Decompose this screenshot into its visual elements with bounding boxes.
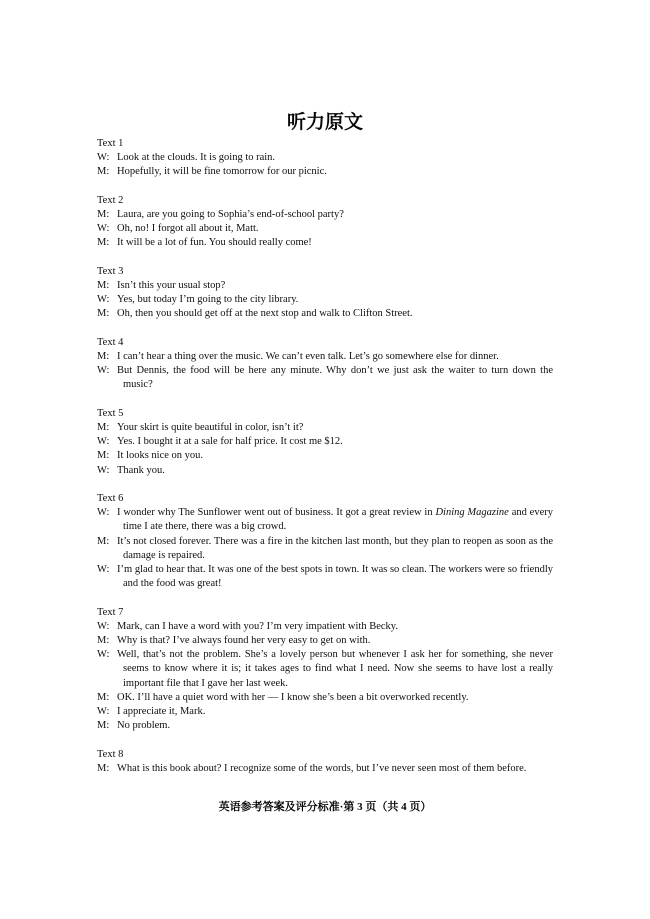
dialogue-line <box>97 421 553 435</box>
dialogue-line <box>97 705 553 719</box>
speaker-label: M: <box>97 351 110 362</box>
speaker-label: W: <box>97 564 110 576</box>
transcript-section <box>97 265 553 322</box>
speaker-label: W: <box>97 365 110 377</box>
dialogue-line <box>97 762 553 776</box>
dialogue-line <box>97 364 553 392</box>
transcript-section <box>97 606 553 734</box>
dialogue-text: Laura, are you going to Sophia’s end-of-school party? <box>117 209 344 220</box>
dialogue-line <box>97 464 553 478</box>
speaker-label: W: <box>97 223 110 235</box>
dialogue-text: Dining Magazine <box>435 507 509 519</box>
speaker-label: W: <box>97 464 110 476</box>
speaker-label: W: <box>97 620 110 632</box>
speaker-label: M: <box>97 308 110 320</box>
section-label: Text 7 <box>97 606 124 618</box>
speaker-label: M: <box>97 209 110 220</box>
dialogue-line <box>97 620 553 634</box>
dialogue-text: I’m glad to hear that. It was one of the best spots in town. It was so clean. The workers were so friendly and the food was great! <box>117 564 553 590</box>
dialogue-line <box>97 691 553 705</box>
transcript-section <box>97 492 553 591</box>
dialogue-line <box>97 719 553 733</box>
dialogue-line <box>97 648 553 691</box>
speaker-label: M: <box>97 237 110 249</box>
dialogue-text: Yes, but today I’m going to the city library. <box>117 294 299 306</box>
dialogue-text: But Dennis, the food will be here any minute. Why don’t we just ask the waiter to turn down the music? <box>117 365 553 391</box>
speaker-label: M: <box>97 280 110 291</box>
section-label: Text 1 <box>97 138 124 149</box>
speaker-label: M: <box>97 635 110 647</box>
dialogue-text: Oh, no! I forgot all about it, Matt. <box>117 223 259 235</box>
dialogue-text: OK. I’ll have a quiet word with her — I know she’s been a bit overworked recently. <box>117 691 469 703</box>
speaker-label: M: <box>97 450 110 462</box>
dialogue-line <box>97 222 553 236</box>
dialogue-line <box>97 279 553 293</box>
dialogue-line <box>97 236 553 250</box>
dialogue-text: Yes. I bought it at a sale for half price. It cost me $12. <box>117 436 343 448</box>
dialogue-line <box>97 208 553 222</box>
speaker-label: W: <box>97 507 110 519</box>
transcript-section <box>97 194 553 251</box>
dialogue-text: No problem. <box>117 720 171 732</box>
section-label: Text 4 <box>97 336 124 348</box>
dialogue-text: Why is that? I’ve always found her very easy to get on with. <box>117 635 371 647</box>
dialogue-text: I can’t hear a thing over the music. We can’t even talk. Let’s go somewhere else for dinner. <box>117 351 499 362</box>
speaker-label: M: <box>97 720 110 732</box>
dialogue-line <box>97 535 553 563</box>
dialogue-text: What is this book about? I recognize some of the words, but I’ve never seen most of them before. <box>117 762 527 774</box>
dialogue-text: It will be a lot of fun. You should really come! <box>117 237 312 249</box>
dialogue-line <box>97 563 553 591</box>
dialogue-line <box>97 350 553 364</box>
dialogue-line <box>97 307 553 321</box>
dialogue-line <box>97 165 553 179</box>
dialogue-text: Isn’t this your usual stop? <box>117 280 226 291</box>
speaker-label: M: <box>97 762 110 774</box>
dialogue-text: It’s not closed forever. There was a fire in the kitchen last month, but they plan to reopen as soon as the damage is repaired. <box>117 535 553 561</box>
speaker-label: M: <box>97 691 110 703</box>
transcript-section <box>97 407 553 478</box>
transcript-section <box>97 748 553 776</box>
speaker-label: W: <box>97 706 110 718</box>
section-label: Text 2 <box>97 194 124 206</box>
dialogue-text: Your skirt is quite beautiful in color, isn’t it? <box>117 422 304 433</box>
dialogue-line <box>97 293 553 307</box>
page-title: 听力原文 <box>286 112 363 133</box>
dialogue-line <box>97 435 553 449</box>
dialogue-line <box>97 634 553 648</box>
transcript-section <box>97 137 553 180</box>
dialogue-line <box>97 151 553 165</box>
speaker-label: M: <box>97 535 110 547</box>
section-label: Text 8 <box>97 748 124 760</box>
speaker-label: M: <box>97 166 110 178</box>
speaker-label: W: <box>97 436 110 448</box>
dialogue-text: Thank you. <box>117 464 165 476</box>
dialogue-text: Mark, can I have a word with you? I’m very impatient with Becky. <box>117 620 398 632</box>
section-label: Text 3 <box>97 265 124 277</box>
dialogue-line <box>97 449 553 463</box>
dialogue-text: Well, that’s not the problem. She’s a lovely person but whenever I ask her for something, she never seems to know where it is; it takes ages to find what I need. Now she seems to have lost a really important file that I gave her last week. <box>117 649 553 689</box>
dialogue-text: Oh, then you should get off at the next stop and walk to Clifton Street. <box>117 308 413 320</box>
dialogue-text: Look at the clouds. It is going to rain. <box>117 152 276 164</box>
section-label: Text 5 <box>97 407 124 419</box>
dialogue-text: I appreciate it, Mark. <box>117 706 206 718</box>
page-footer: 英语参考答案及评分标准·第 3 页（共 4 页） <box>218 801 432 813</box>
speaker-label: M: <box>97 422 110 433</box>
speaker-label: W: <box>97 294 110 306</box>
speaker-label: W: <box>97 152 110 164</box>
dialogue-text: I wonder why The Sunflower went out of business. It got a great review in <box>117 507 436 519</box>
dialogue-line <box>97 506 553 534</box>
transcript-sections <box>97 137 553 776</box>
section-label: Text 6 <box>97 493 124 504</box>
dialogue-text: It looks nice on you. <box>117 450 204 462</box>
dialogue-text: Hopefully, it will be fine tomorrow for our picnic. <box>117 166 327 178</box>
speaker-label: W: <box>97 649 110 661</box>
transcript-section <box>97 336 553 393</box>
dialogue-text: and every time I ate there, there was a big crowd. <box>123 507 554 533</box>
